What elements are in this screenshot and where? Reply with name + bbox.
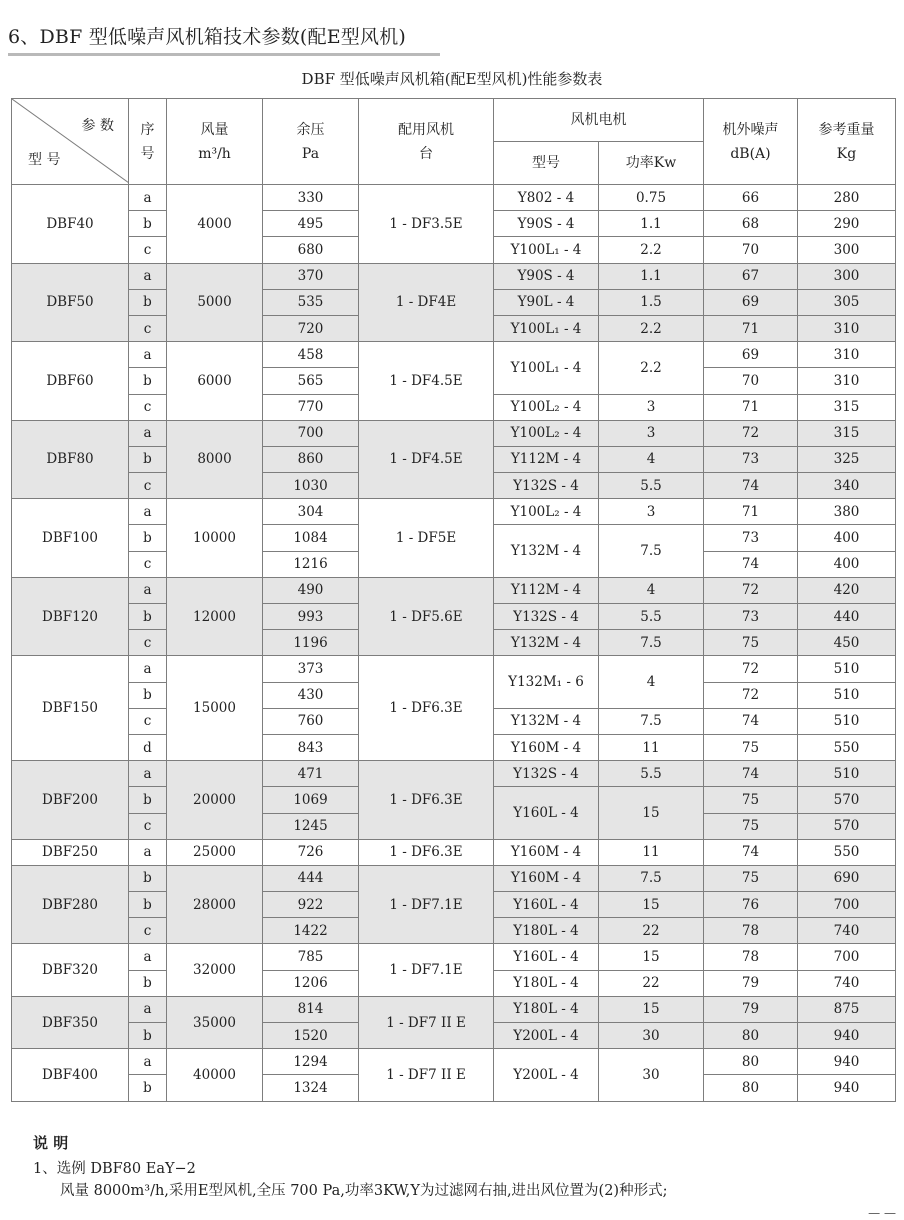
pressure-cell: 330 (263, 185, 359, 211)
pressure-cell: 495 (263, 211, 359, 237)
weight-cell: 510 (798, 656, 896, 682)
notes-title: 说 明 (33, 1134, 69, 1152)
header-param-model (12, 99, 129, 185)
fan-cell: 1 - DF4E (359, 263, 494, 342)
power-cell: 22 (599, 918, 704, 944)
header-motor-type: 型号 (494, 142, 599, 185)
seq-cell: a (129, 656, 167, 682)
noise-cell: 74 (704, 473, 798, 499)
fan-cell: 1 - DF5.6E (359, 577, 494, 656)
seq-cell: b (129, 1075, 167, 1101)
noise-cell: 79 (704, 996, 798, 1022)
header-fan: 配用风机 台 (359, 99, 494, 185)
motor-cell: Y90S - 4 (494, 211, 599, 237)
power-cell: 15 (599, 787, 704, 839)
motor-cell: Y180L - 4 (494, 996, 599, 1022)
header-motor-power: 功率Kw (599, 142, 704, 185)
note-description: 风量 8000m³/h,采用E型风机,全压 700 Pa,功率3KW,Y为过滤网右抽,进出风位置为(2)种形式; (60, 1183, 668, 1199)
pressure-cell: 843 (263, 734, 359, 760)
seq-cell: b (129, 787, 167, 813)
motor-cell: Y90S - 4 (494, 263, 599, 289)
noise-cell: 69 (704, 289, 798, 315)
power-cell: 11 (599, 839, 704, 865)
motor-cell: Y180L - 4 (494, 970, 599, 996)
header-seq: 序 号 (129, 99, 167, 185)
fan-cell: 1 - DF7.1E (359, 944, 494, 996)
power-cell: 22 (599, 970, 704, 996)
airflow-cell: 10000 (167, 499, 263, 578)
motor-cell: Y90L - 4 (494, 289, 599, 315)
seq-cell: a (129, 996, 167, 1022)
header-param: 参 数 (81, 118, 114, 134)
pressure-cell: 1245 (263, 813, 359, 839)
motor-cell: Y132M - 4 (494, 630, 599, 656)
airflow-cell: 35000 (167, 996, 263, 1048)
motor-cell: Y112M - 4 (494, 446, 599, 472)
pressure-cell: 1030 (263, 473, 359, 499)
pressure-cell: 458 (263, 342, 359, 368)
seq-cell: b (129, 525, 167, 551)
noise-cell: 80 (704, 1075, 798, 1101)
weight-cell: 550 (798, 734, 896, 760)
seq-cell: b (129, 865, 167, 891)
table-row (12, 996, 896, 1022)
motor-cell: Y160M - 4 (494, 839, 599, 865)
noise-cell: 72 (704, 682, 798, 708)
motor-cell: Y100L₁ - 4 (494, 342, 599, 394)
weight-cell: 740 (798, 970, 896, 996)
noise-cell: 66 (704, 185, 798, 211)
header-pressure: 余压 Pa (263, 99, 359, 185)
motor-cell: Y160L - 4 (494, 892, 599, 918)
noise-cell: 75 (704, 865, 798, 891)
seq-cell: d (129, 734, 167, 760)
weight-cell: 510 (798, 708, 896, 734)
power-cell: 2.2 (599, 315, 704, 341)
pressure-cell: 430 (263, 682, 359, 708)
model-cell: DBF200 (12, 761, 129, 840)
power-cell: 30 (599, 1023, 704, 1049)
airflow-cell: 32000 (167, 944, 263, 996)
pressure-cell: 785 (263, 944, 359, 970)
power-cell: 5.5 (599, 604, 704, 630)
spec-table (11, 98, 896, 1102)
pressure-cell: 726 (263, 839, 359, 865)
pressure-cell: 304 (263, 499, 359, 525)
model-cell: DBF100 (12, 499, 129, 578)
motor-cell: Y112M - 4 (494, 577, 599, 603)
seq-cell: b (129, 682, 167, 708)
model-cell: DBF320 (12, 944, 129, 996)
seq-cell: b (129, 970, 167, 996)
seq-cell: a (129, 420, 167, 446)
seq-cell: b (129, 211, 167, 237)
noise-cell: 72 (704, 420, 798, 446)
seq-cell: b (129, 289, 167, 315)
weight-cell: 400 (798, 525, 896, 551)
weight-cell: 310 (798, 315, 896, 341)
weight-cell: 940 (798, 1075, 896, 1101)
seq-cell: c (129, 918, 167, 944)
weight-cell: 510 (798, 761, 896, 787)
seq-cell: c (129, 237, 167, 263)
model-cell: DBF50 (12, 263, 129, 342)
power-cell: 1.1 (599, 211, 704, 237)
seq-cell: c (129, 813, 167, 839)
pressure-cell: 1324 (263, 1075, 359, 1101)
weight-cell: 690 (798, 865, 896, 891)
motor-cell: Y200L - 4 (494, 1049, 599, 1101)
pressure-cell: 1422 (263, 918, 359, 944)
weight-cell: 340 (798, 473, 896, 499)
noise-cell: 71 (704, 315, 798, 341)
noise-cell: 79 (704, 970, 798, 996)
model-cell: DBF60 (12, 342, 129, 421)
power-cell: 15 (599, 996, 704, 1022)
noise-cell: 72 (704, 656, 798, 682)
pressure-cell: 680 (263, 237, 359, 263)
noise-cell: 74 (704, 708, 798, 734)
seq-cell: b (129, 446, 167, 472)
weight-cell: 700 (798, 944, 896, 970)
noise-cell: 74 (704, 551, 798, 577)
motor-cell: Y132M₁ - 6 (494, 656, 599, 708)
seq-cell: c (129, 630, 167, 656)
noise-cell: 75 (704, 630, 798, 656)
weight-cell: 290 (798, 211, 896, 237)
weight-cell: 550 (798, 839, 896, 865)
fan-cell: 1 - DF6.3E (359, 656, 494, 761)
seq-cell: a (129, 761, 167, 787)
pressure-cell: 720 (263, 315, 359, 341)
airflow-cell: 40000 (167, 1049, 263, 1101)
motor-cell: Y802 - 4 (494, 185, 599, 211)
seq-cell: c (129, 315, 167, 341)
airflow-cell: 4000 (167, 185, 263, 264)
page-mark: — — (868, 1206, 896, 1220)
weight-cell: 940 (798, 1049, 896, 1075)
model-cell: DBF150 (12, 656, 129, 761)
power-cell: 7.5 (599, 865, 704, 891)
power-cell: 30 (599, 1049, 704, 1101)
pressure-cell: 922 (263, 892, 359, 918)
seq-cell: c (129, 394, 167, 420)
pressure-cell: 760 (263, 708, 359, 734)
seq-cell: a (129, 839, 167, 865)
note-example: 1、选例 DBF80 EaY−2 (33, 1161, 196, 1177)
seq-cell: c (129, 551, 167, 577)
power-cell: 5.5 (599, 473, 704, 499)
power-cell: 15 (599, 944, 704, 970)
airflow-cell: 15000 (167, 656, 263, 761)
noise-cell: 69 (704, 342, 798, 368)
pressure-cell: 814 (263, 996, 359, 1022)
section-heading: 6、DBF 型低噪声风机箱技术参数(配E型风机) (8, 26, 407, 48)
seq-cell: a (129, 185, 167, 211)
power-cell: 7.5 (599, 525, 704, 577)
power-cell: 7.5 (599, 630, 704, 656)
model-cell: DBF250 (12, 839, 129, 865)
header-motor: 风机电机 (494, 99, 704, 142)
pressure-cell: 770 (263, 394, 359, 420)
fan-cell: 1 - DF4.5E (359, 420, 494, 499)
power-cell: 15 (599, 892, 704, 918)
airflow-cell: 28000 (167, 865, 263, 944)
motor-cell: Y132S - 4 (494, 473, 599, 499)
power-cell: 4 (599, 656, 704, 708)
weight-cell: 700 (798, 892, 896, 918)
power-cell: 1.1 (599, 263, 704, 289)
table-row (12, 761, 896, 787)
weight-cell: 315 (798, 394, 896, 420)
power-cell: 11 (599, 734, 704, 760)
seq-cell: b (129, 1023, 167, 1049)
motor-cell: Y132S - 4 (494, 761, 599, 787)
noise-cell: 75 (704, 734, 798, 760)
noise-cell: 68 (704, 211, 798, 237)
table-row (12, 1049, 896, 1075)
weight-cell: 400 (798, 551, 896, 577)
power-cell: 3 (599, 420, 704, 446)
table-row (12, 342, 896, 368)
motor-cell: Y100L₁ - 4 (494, 237, 599, 263)
noise-cell: 80 (704, 1049, 798, 1075)
noise-cell: 67 (704, 263, 798, 289)
motor-cell: Y132M - 4 (494, 708, 599, 734)
noise-cell: 70 (704, 237, 798, 263)
weight-cell: 300 (798, 237, 896, 263)
fan-cell: 1 - DF6.3E (359, 839, 494, 865)
seq-cell: b (129, 892, 167, 918)
weight-cell: 570 (798, 787, 896, 813)
motor-cell: Y132S - 4 (494, 604, 599, 630)
power-cell: 1.5 (599, 289, 704, 315)
noise-cell: 72 (704, 577, 798, 603)
pressure-cell: 1196 (263, 630, 359, 656)
table-row (12, 420, 896, 446)
pressure-cell: 993 (263, 604, 359, 630)
model-cell: DBF120 (12, 577, 129, 656)
fan-cell: 1 - DF4.5E (359, 342, 494, 421)
weight-cell: 380 (798, 499, 896, 525)
power-cell: 3 (599, 394, 704, 420)
motor-cell: Y100L₂ - 4 (494, 499, 599, 525)
header-model: 型 号 (28, 152, 61, 168)
model-cell: DBF80 (12, 420, 129, 499)
motor-cell: Y100L₂ - 4 (494, 394, 599, 420)
seq-cell: a (129, 577, 167, 603)
power-cell: 3 (599, 499, 704, 525)
weight-cell: 315 (798, 420, 896, 446)
pressure-cell: 860 (263, 446, 359, 472)
fan-cell: 1 - DF6.3E (359, 761, 494, 840)
noise-cell: 70 (704, 368, 798, 394)
weight-cell: 305 (798, 289, 896, 315)
seq-cell: a (129, 342, 167, 368)
motor-cell: Y160L - 4 (494, 787, 599, 839)
pressure-cell: 370 (263, 263, 359, 289)
noise-cell: 71 (704, 499, 798, 525)
pressure-cell: 700 (263, 420, 359, 446)
noise-cell: 73 (704, 446, 798, 472)
header-airflow: 风量 m³/h (167, 99, 263, 185)
noise-cell: 78 (704, 944, 798, 970)
power-cell: 7.5 (599, 708, 704, 734)
seq-cell: c (129, 708, 167, 734)
noise-cell: 73 (704, 604, 798, 630)
pressure-cell: 1084 (263, 525, 359, 551)
header-weight: 参考重量 Kg (798, 99, 896, 185)
seq-cell: a (129, 944, 167, 970)
pressure-cell: 373 (263, 656, 359, 682)
power-cell: 4 (599, 577, 704, 603)
model-cell: DBF400 (12, 1049, 129, 1101)
seq-cell: c (129, 473, 167, 499)
fan-cell: 1 - DF5E (359, 499, 494, 578)
noise-cell: 74 (704, 839, 798, 865)
table-row (12, 499, 896, 525)
pressure-cell: 535 (263, 289, 359, 315)
model-cell: DBF40 (12, 185, 129, 264)
heading-underline (8, 53, 440, 56)
model-cell: DBF280 (12, 865, 129, 944)
table-row (12, 577, 896, 603)
noise-cell: 75 (704, 813, 798, 839)
model-cell: DBF350 (12, 996, 129, 1048)
airflow-cell: 20000 (167, 761, 263, 840)
table-title: DBF 型低噪声风机箱(配E型风机)性能参数表 (301, 70, 603, 88)
noise-cell: 78 (704, 918, 798, 944)
pressure-cell: 1294 (263, 1049, 359, 1075)
fan-cell: 1 - DF3.5E (359, 185, 494, 264)
fan-cell: 1 - DF7 II E (359, 996, 494, 1048)
seq-cell: b (129, 368, 167, 394)
motor-cell: Y160M - 4 (494, 734, 599, 760)
weight-cell: 325 (798, 446, 896, 472)
weight-cell: 300 (798, 263, 896, 289)
pressure-cell: 490 (263, 577, 359, 603)
pressure-cell: 565 (263, 368, 359, 394)
weight-cell: 310 (798, 368, 896, 394)
table-row (12, 839, 896, 865)
seq-cell: a (129, 499, 167, 525)
fan-cell: 1 - DF7 II E (359, 1049, 494, 1101)
weight-cell: 420 (798, 577, 896, 603)
motor-cell: Y160M - 4 (494, 865, 599, 891)
power-cell: 0.75 (599, 185, 704, 211)
weight-cell: 570 (798, 813, 896, 839)
airflow-cell: 12000 (167, 577, 263, 656)
header-noise: 机外噪声 dB(A) (704, 99, 798, 185)
weight-cell: 310 (798, 342, 896, 368)
weight-cell: 940 (798, 1023, 896, 1049)
pressure-cell: 1069 (263, 787, 359, 813)
table-row (12, 185, 896, 211)
motor-cell: Y100L₁ - 4 (494, 315, 599, 341)
fan-cell: 1 - DF7.1E (359, 865, 494, 944)
weight-cell: 740 (798, 918, 896, 944)
table-row (12, 865, 896, 891)
motor-cell: Y200L - 4 (494, 1023, 599, 1049)
airflow-cell: 5000 (167, 263, 263, 342)
weight-cell: 875 (798, 996, 896, 1022)
weight-cell: 440 (798, 604, 896, 630)
seq-cell: a (129, 263, 167, 289)
motor-cell: Y132M - 4 (494, 525, 599, 577)
noise-cell: 80 (704, 1023, 798, 1049)
airflow-cell: 8000 (167, 420, 263, 499)
power-cell: 2.2 (599, 342, 704, 394)
noise-cell: 74 (704, 761, 798, 787)
pressure-cell: 444 (263, 865, 359, 891)
noise-cell: 71 (704, 394, 798, 420)
pressure-cell: 1520 (263, 1023, 359, 1049)
weight-cell: 280 (798, 185, 896, 211)
seq-cell: a (129, 1049, 167, 1075)
airflow-cell: 6000 (167, 342, 263, 421)
table-row (12, 656, 896, 682)
power-cell: 5.5 (599, 761, 704, 787)
noise-cell: 76 (704, 892, 798, 918)
weight-cell: 510 (798, 682, 896, 708)
seq-cell: b (129, 604, 167, 630)
table-row (12, 263, 896, 289)
noise-cell: 73 (704, 525, 798, 551)
noise-cell: 75 (704, 787, 798, 813)
motor-cell: Y160L - 4 (494, 944, 599, 970)
power-cell: 4 (599, 446, 704, 472)
table-row (12, 944, 896, 970)
pressure-cell: 471 (263, 761, 359, 787)
power-cell: 2.2 (599, 237, 704, 263)
airflow-cell: 25000 (167, 839, 263, 865)
pressure-cell: 1216 (263, 551, 359, 577)
motor-cell: Y100L₂ - 4 (494, 420, 599, 446)
pressure-cell: 1206 (263, 970, 359, 996)
weight-cell: 450 (798, 630, 896, 656)
motor-cell: Y180L - 4 (494, 918, 599, 944)
